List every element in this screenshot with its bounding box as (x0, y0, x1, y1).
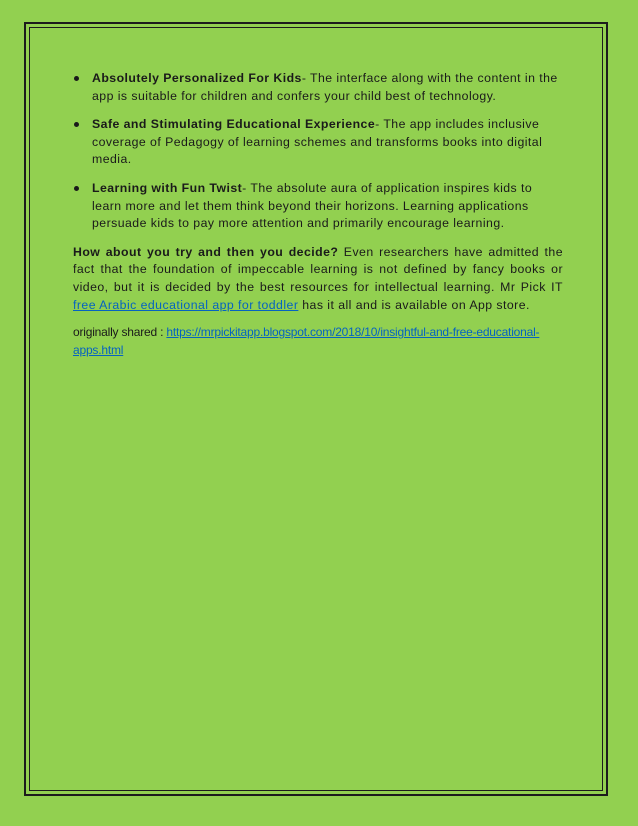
source-line (73, 324, 563, 359)
bullet-icon (74, 122, 79, 127)
list-item (73, 180, 563, 233)
source-label: originally shared : (73, 325, 167, 340)
closing-text-end: has it all and is available on App store. (298, 297, 530, 312)
source-link[interactable]: https://mrpickitapp.blogspot.com/2018/10/insightful-and-free-educational-apps.html (73, 325, 540, 357)
list-item (73, 116, 563, 169)
bullet-text: - The interface along with the content in the app is suitable for children and confers your child best of technology. (92, 71, 558, 103)
bullet-text: - The absolute aura of application inspires kids to learn more and let them think beyond their horizons. Learning applications persuade kids to pay more attention and primarily encourage learning. (92, 180, 533, 231)
bullet-heading: Absolutely Personalized For Kids (92, 71, 302, 85)
closing-paragraph (73, 244, 563, 314)
app-store-link[interactable]: free Arabic educational app for toddler (73, 297, 299, 312)
list-item (73, 70, 563, 105)
bullet-icon (74, 186, 79, 191)
closing-text: Even researchers have admitted the fact that the foundation of impeccable learning is not defined by fancy books or video, but it is decided by the best resources for intellectual learning. Mr Pick IT (73, 244, 563, 294)
bullet-text: - The app includes inclusive coverage of Pedagogy of learning schemes and transforms books into digital media. (92, 117, 543, 167)
bullet-icon (74, 76, 79, 81)
document-body (73, 70, 563, 369)
bullet-heading: Safe and Stimulating Educational Experience (92, 117, 376, 132)
closing-lead: How about you try and then you decide? (73, 244, 339, 259)
feature-list (73, 70, 563, 233)
bullet-heading: Learning with Fun Twist (92, 180, 243, 195)
